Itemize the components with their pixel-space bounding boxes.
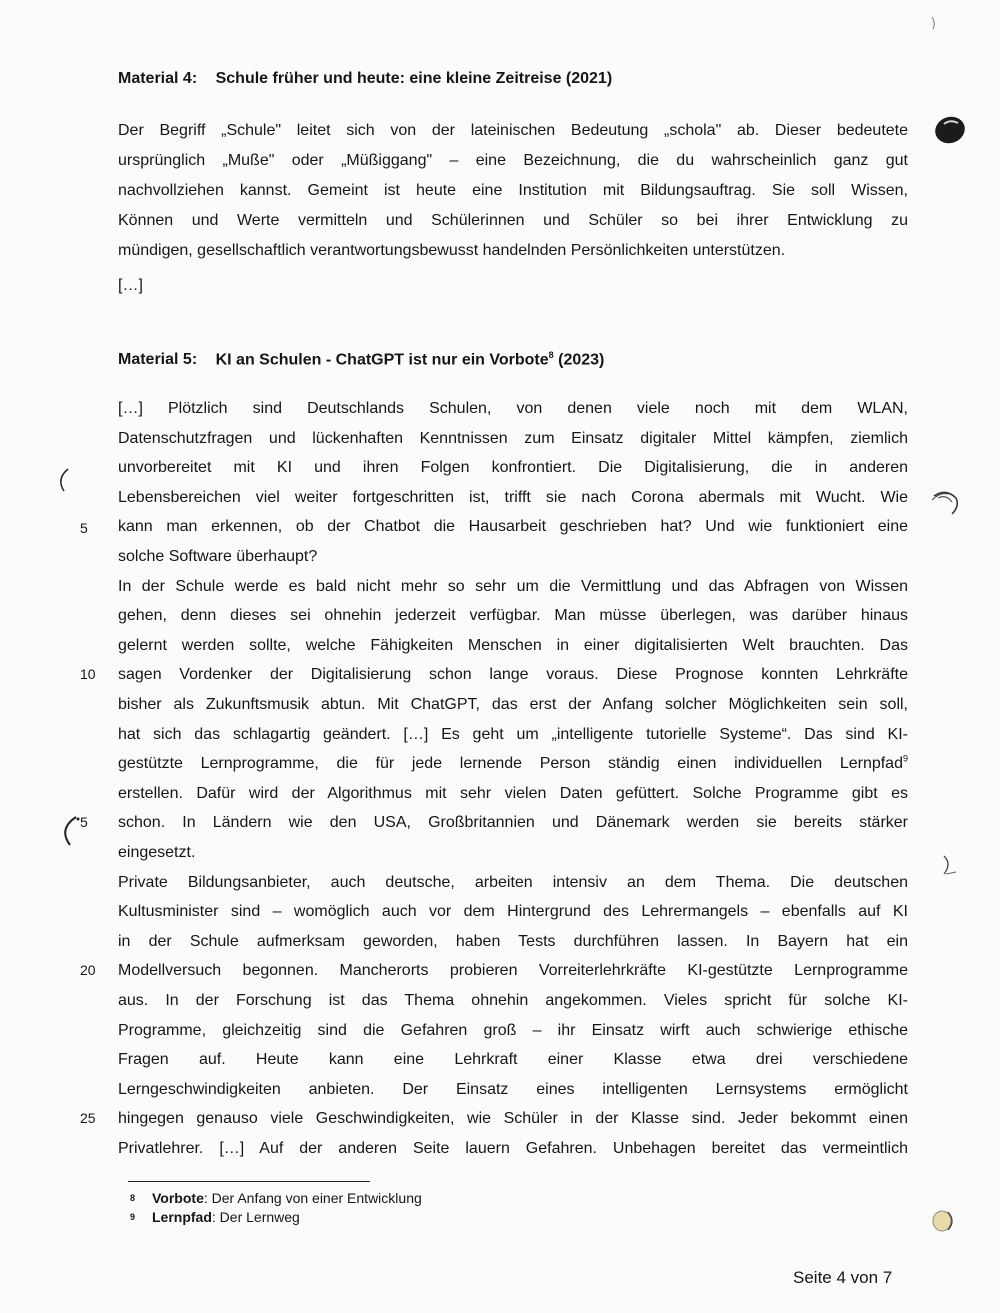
material-4-label: Material 4:: [118, 70, 198, 87]
footnote-ref: 8: [548, 350, 554, 360]
text-line: In der Schule werde es bald nicht mehr so sehr um die Vermittlung und das Abfragen von Wissen: [118, 577, 908, 595]
punch-hole-mark: [928, 1206, 960, 1236]
text-line: Lebensbereichen viel weiter fortgeschritten ist, trifft sie nach Corona abermals mit Wucht. Wie: [118, 488, 908, 506]
punch-hole-mark: [936, 852, 960, 878]
text-line: solche Software überhaupt?: [118, 548, 318, 565]
text-line: ursprünglich „Muße" oder „Müßiggang" – eine Bezeichnung, die du wahrscheinlich ganz gut: [118, 152, 908, 169]
text-line: […] Plötzlich sind Deutschlands Schulen, von denen viele noch mit dem WLAN,: [118, 400, 908, 417]
footnote-text: : Der Anfang von einer Entwicklung: [203, 1190, 422, 1206]
punch-hole-mark: [928, 14, 940, 32]
text-line: eingesetzt.: [118, 844, 196, 861]
text-line: bisher als Zukunftsmusik abtun. Mit ChatGPT, das erst der Anfang solcher Möglichkeiten sein soll,: [118, 696, 908, 713]
page-number: Seite 4 von 7: [793, 1268, 893, 1287]
punch-hole-mark: [56, 813, 82, 849]
text-line: Können und Werte vermitteln und Schülerinnen und Schüler so bei ihrer Entwicklung zu: [118, 212, 908, 229]
text-line: in der Schule aufmerksam geworden, haben Tests durchführen lassen. In Bayern hat ein: [118, 932, 908, 950]
text-line: aus. In der Forschung ist das Thema ohnehin angekommen. Vieles spricht für solche KI-: [118, 992, 908, 1009]
footnote-item: [130, 1190, 422, 1206]
material-5-heading: [118, 350, 604, 369]
text-line: mündigen, gesellschaftlich verantwortungsbewusst handelnden Persönlichkeiten unterstützen.: [118, 242, 786, 259]
text-line: sagen Vordenker der Digitalisierung schon lange voraus. Diese Prognose konnten Lehrkräfte: [118, 666, 908, 684]
text-line: Lerngeschwindigkeiten anbieten. Der Einsatz eines intelligenten Lernsystems ermöglicht: [118, 1080, 908, 1098]
footnote-ref: 9: [902, 753, 908, 764]
text-line: schon. In Ländern wie den USA, Großbritannien und Dänemark werden sie bereits stärker: [118, 814, 908, 832]
text-line: unvorbereitet mit KI und ihren Folgen konfrontiert. Die Digitalisierung, die in anderen: [118, 459, 908, 477]
line-number: 20: [80, 962, 96, 978]
footnote-term: Vorbote: [152, 1190, 204, 1206]
text-line: erstellen. Dafür wird der Algorithmus mit sehr vielen Daten gefüttert. Solche Programme gibt es: [118, 784, 908, 802]
line-number: 5: [80, 520, 88, 536]
line-number: 25: [80, 1110, 96, 1126]
text-line: Fragen auf. Heute kann eine Lehrkraft einer Klasse etwa drei verschiedene: [118, 1051, 908, 1069]
text-line: gehen, denn dieses sei ohnehin jederzeit verfügbar. Man müsse überlegen, was darüber hinaus: [118, 607, 908, 625]
line-number: 5: [80, 814, 88, 830]
text-line: Der Begriff „Schule" leitet sich von der lateinischen Bedeutung „schola" ab. Dieser bedeutete: [118, 122, 908, 139]
text-line: hingegen genauso viele Geschwindigkeiten, wie Schüler in der Klasse sind. Jeder bekommt einen: [118, 1110, 908, 1128]
footnote-text: : Der Lernweg: [211, 1209, 300, 1225]
punch-hole-mark: [926, 484, 964, 520]
footnote-number: 9: [130, 1212, 136, 1222]
footnote-divider: [128, 1181, 370, 1182]
material-5-title: KI an Schulen - ChatGPT ist nur ein Vorbote: [215, 351, 549, 369]
footnote-term: Lernpfad: [152, 1209, 212, 1225]
punch-hole-mark: [52, 465, 72, 495]
footnote-item: [130, 1209, 300, 1225]
text-line: Kultusminister sind – womöglich auch vor dem Hintergrund des Lehrermangels – ebenfalls auf KI: [118, 903, 908, 921]
footnote-number: 8: [130, 1193, 136, 1203]
text-line: Programme, gleichzeitig sind die Gefahren groß – ihr Einsatz wirft auch schwierige ethische: [118, 1021, 908, 1039]
material-5-label: Material 5:: [118, 351, 198, 369]
material-5-year: (2023): [558, 351, 605, 369]
text-line: Datenschutzfragen und lückenhaften Kenntnissen zum Einsatz digitaler Mittel kämpfen, ziemlich: [118, 429, 908, 447]
text-line: Private Bildungsanbieter, auch deutsche, arbeiten intensiv an dem Thema. Die deutschen: [118, 873, 908, 891]
text-line: gelernt werden sollte, welche Fähigkeiten Menschen in einer digitalisierten Welt brauchten. Das: [118, 636, 908, 654]
text-line: nachvollziehen kannst. Gemeint ist heute eine Institution mit Bildungsauftrag. Sie soll Wissen,: [118, 182, 908, 199]
material-4-heading: [118, 70, 612, 88]
text-line: gestützte Lernprogramme, die für jede lernende Person ständig einen individuellen Lernpfad: [118, 755, 903, 773]
text-line: Modellversuch begonnen. Mancherorts probieren Vorreiterlehrkräfte KI-gestützte Lernprogramme: [118, 962, 908, 980]
text-line: hat sich das schlagartig geändert. […] Es geht um „intelligente tutorielle Systeme“. Das sind KI-: [118, 725, 908, 743]
line-number: 10: [80, 666, 96, 682]
text-line: […]: [118, 277, 143, 294]
text-line-with-footnote: [118, 753, 908, 775]
material-4-title: Schule früher und heute: eine kleine Zeitreise (2021): [215, 70, 613, 87]
text-line: kann man erkennen, ob der Chatbot die Hausarbeit geschrieben hat? Und wie funktioniert eine: [118, 518, 908, 536]
punch-hole-mark: [928, 108, 972, 152]
text-line: Privatlehrer. […] Auf der anderen Seite lauern Gefahren. Unbehagen bereitet das vermeintlich: [118, 1140, 908, 1157]
